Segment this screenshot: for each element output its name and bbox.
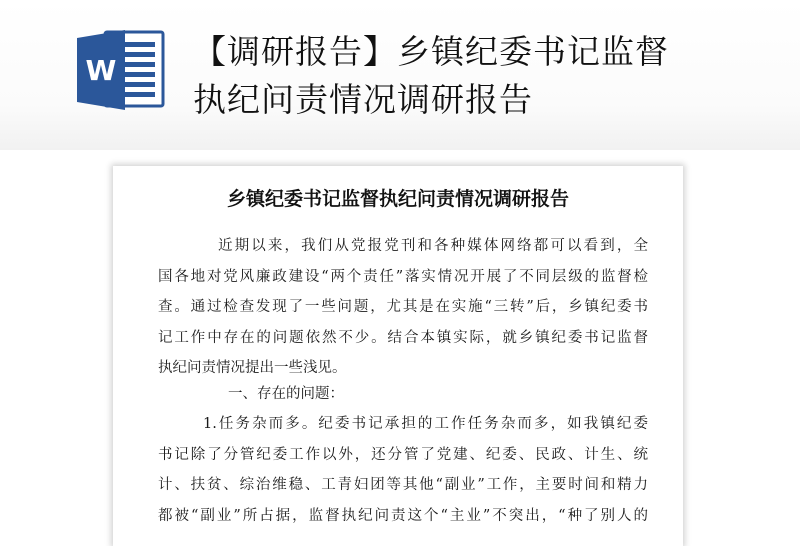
paragraph-line: 执纪问责情况提出一些浅见。 (158, 360, 347, 376)
paragraph-line: 国各地对党风廉政建设“两个责任”落实情况开展了不同层级的监督检 (158, 268, 648, 285)
page-title (193, 28, 753, 124)
document-page (113, 166, 683, 546)
paragraph-line: 书记除了分管纪委工作以外，还分管了党建、纪委、民政、计生、统 (158, 446, 648, 463)
page-title-line-1: 【调研报告】乡镇纪委书记监督 (193, 32, 669, 71)
paragraph-line: 计、扶贫、综治维稳、工青妇团等其他“副业”工作，主要时间和精力 (158, 477, 648, 493)
intro-paragraph (158, 231, 648, 384)
issue-paragraph (158, 409, 648, 531)
paragraph-line: 记工作中存在的问题依然不少。结合本镇实际，就乡镇纪委书记监督 (158, 329, 648, 346)
document-title: 乡镇纪委书记监督执纪问责情况调研报告 (226, 188, 569, 210)
paragraph-line: 1.任务杂而多。纪委书记承担的工作任务杂而多，如我镇纪委 (203, 416, 648, 432)
paragraph-line: 查。通过检查发现了一些问题，尤其是在实施“三转”后，乡镇纪委书 (158, 299, 648, 315)
svg-text:W: W (85, 54, 117, 87)
section-heading: 一、存在的问题： (228, 386, 344, 402)
paragraph-line: 都被“副业”所占据，监督执纪问责这个“主业”不突出，“种了别人的 (158, 507, 648, 524)
paragraph-line: 近期以来，我们从党报党刊和各种媒体网络都可以看到，全 (218, 238, 648, 254)
page-title-line-2: 执纪问责情况调研报告 (193, 80, 533, 119)
word-document-icon (75, 28, 167, 112)
